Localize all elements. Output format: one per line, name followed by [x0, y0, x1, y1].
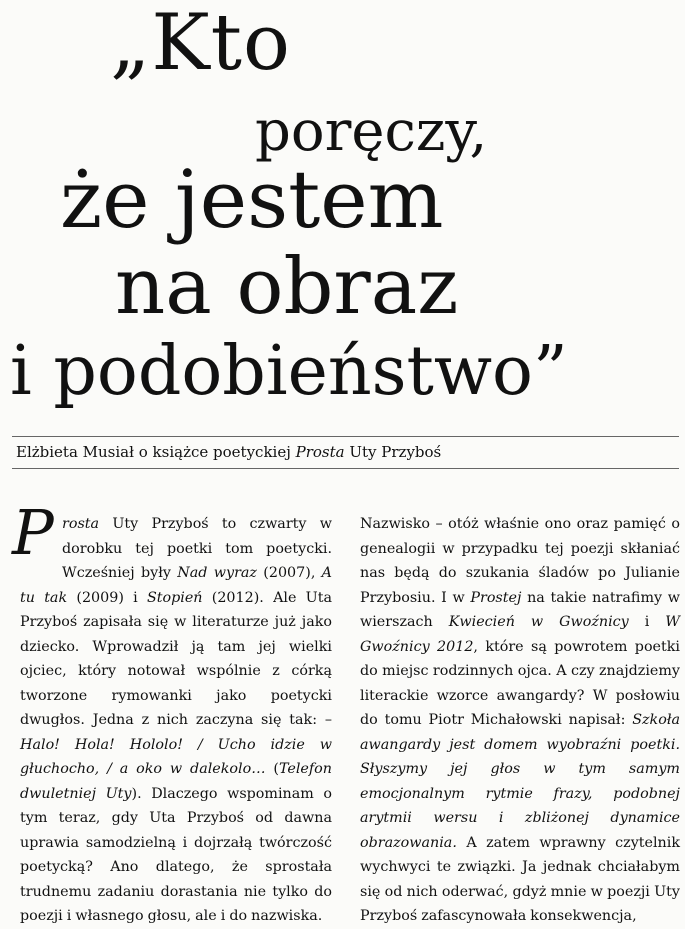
italic-run: Telefon dwuletniej Uty — [20, 761, 332, 802]
text-run: Nazwisko – otóż właśnie ono oraz pamięć o genealogii w przypadku tej poezji skłaniać nas będą do szukania śladów po Julianie Przybosiu. I w — [360, 516, 680, 606]
italic-run: Prostej — [470, 589, 522, 606]
text-run: (2007), — [256, 565, 322, 581]
italic-run: rosta — [62, 516, 100, 532]
headline-line-1: „Kto — [110, 0, 291, 88]
text-run: na takie natrafimy w wierszach — [360, 589, 680, 630]
italic-run: Nad wyraz — [177, 565, 257, 581]
headline-line-3: że jestem — [60, 153, 444, 246]
article-column-left — [12, 496, 333, 924]
paragraph-left — [12, 496, 333, 929]
text-run: i — [628, 614, 666, 630]
italic-run: A tu tak — [20, 565, 332, 606]
text-run: (2009) i — [67, 589, 147, 606]
text-run: ). Dlaczego wspominam o tym teraz, gdy Uta Przyboś od dawna uprawia samodzielną i dojrzałą twórczość poetycką? Ano dlatego, że sprostała trudnemu zadaniu dorastania nie tylko do poezji i własnego głosu, ale i do nazwiska. — [20, 785, 333, 924]
text-run: , które są powrotem poetki do miejsc rodzinnych ojca. A czy znajdziemy literackie wzorce awangardy? W posłowiu do tomu Piotr Michałowski napisał: — [360, 638, 680, 728]
text-run: A zatem wprawny czytelnik wychwyci te związki. Ja jednak chciałabym się od nich oderwać, gdyż mnie w poezji Uty Przyboś zafascynowała konsekwencja, — [360, 834, 680, 924]
paragraph-left-text — [20, 516, 332, 924]
italic-run: Stopień — [146, 589, 203, 606]
article-column-right — [360, 512, 680, 924]
top-divider — [12, 436, 679, 437]
byline-author: Elżbieta Musiał o książce poetyckiej — [16, 443, 296, 461]
paragraph-right — [360, 512, 680, 929]
drop-cap: P — [12, 496, 54, 569]
italic-run: Halo! Hola! Hololo! / Ucho idzie w głuchocho, / a oko w dalekolo… — [20, 736, 332, 777]
byline-subject: Uty Przyboś — [344, 443, 442, 461]
headline — [0, 0, 685, 420]
text-run: Uty Przyboś to czwarty w dorobku tej poetki tom poetycki. Wcześniej były — [62, 516, 332, 581]
byline — [16, 442, 676, 462]
byline-book-title: Prosta — [295, 443, 345, 461]
paragraph-right-text — [360, 516, 680, 924]
text-run: ( — [265, 761, 279, 777]
italic-run: W Gwoźnicy 2012 — [360, 614, 680, 655]
italic-run: Szkoła awangardy jest domem wyobraźni poetki. Słyszymy jej głos w tym samym emocjonalnym rytmie frazy, podobnej arytmii wersu i zbliżonej dynamice obrazowania. — [360, 712, 680, 851]
italic-run: Kwiecień w Gwoźnicy — [448, 614, 629, 630]
headline-line-5: i podobieństwo” — [10, 332, 568, 411]
headline-line-4: na obraz — [115, 242, 459, 332]
headline-line-2: poręczy, — [255, 99, 488, 164]
bottom-divider — [12, 468, 679, 469]
text-run: (2012). Ale Uta Przyboś zapisała się w literaturze już jako dziecko. Wprowadził ją tam jej wielki ojciec, który notował wspólnie z córką tworzone rymowanki jako poetycki dwugłos. Jedna z nich zaczyna się tak: – — [20, 589, 332, 728]
